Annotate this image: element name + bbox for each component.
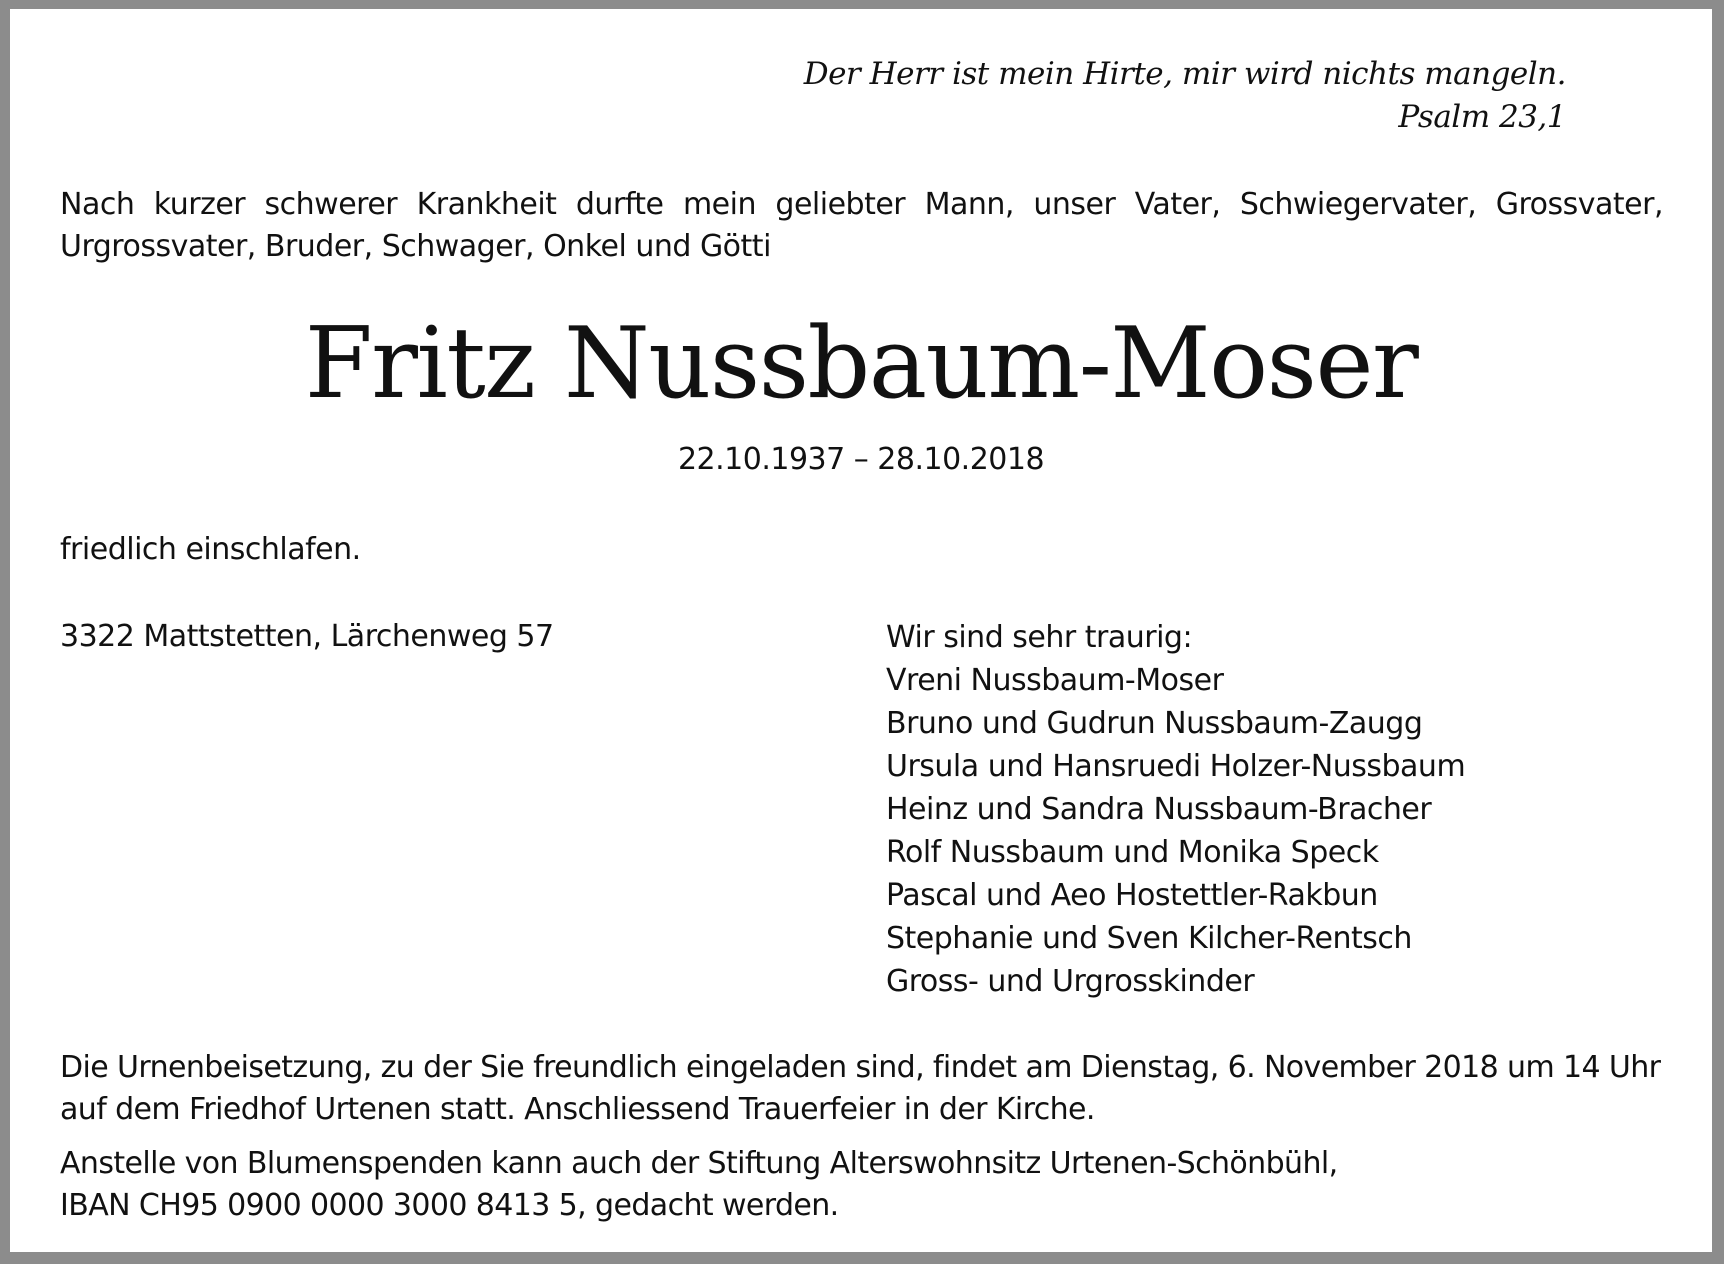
mourner-name: Stephanie und Sven Kilcher-Rentsch <box>886 921 1412 956</box>
donation-line: Anstelle von Blumenspenden kann auch der Stiftung Alterswohnsitz Urtenen-Schönbühl, <box>60 1146 1338 1181</box>
mourner-name: Ursula und Hansruedi Holzer-Nussbaum <box>886 749 1466 784</box>
mourner-name: Vreni Nussbaum-Moser <box>886 663 1224 698</box>
deceased-name: Fritz Nussbaum-Moser <box>304 307 1418 421</box>
mourner-name: Pascal und Aeo Hostettler-Rakbun <box>886 878 1378 913</box>
donation-info <box>60 1143 1670 1227</box>
verse-quote: Der Herr ist mein Hirte, mir wird nichts mangeln. <box>803 56 1566 92</box>
mourner-name: Bruno und Gudrun Nussbaum-Zaugg <box>886 706 1423 741</box>
ceremony-info: Die Urnenbeisetzung, zu der Sie freundlich eingeladen sind, findet am Dienstag, 6. November 2018 um 14 Uhr auf dem Friedhof Urtenen statt. Anschliessend Trauerfeier in der Kirche. <box>60 1050 1661 1127</box>
donation-iban-line: IBAN CH95 0900 0000 3000 8413 5, gedacht werden. <box>60 1188 839 1223</box>
closing-phrase: friedlich einschlafen. <box>60 532 361 567</box>
mourners-list <box>886 616 1465 1003</box>
family-address: 3322 Mattstetten, Lärchenweg 57 <box>60 619 554 654</box>
intro-text: Nach kurzer schwerer Krankheit durfte mein geliebter Mann, unser Vater, Schwiegervater, Grossvater, Urgrossvater, Bruder, Schwager, Onkel und Götti <box>60 187 1663 264</box>
mourner-name: Rolf Nussbaum und Monika Speck <box>886 835 1379 870</box>
verse-source: Psalm 23,1 <box>1398 99 1566 135</box>
life-dates: 22.10.1937 – 28.10.2018 <box>677 442 1045 477</box>
mourners-heading: Wir sind sehr traurig: <box>886 620 1193 655</box>
bible-verse <box>804 53 1566 139</box>
obituary-notice <box>10 9 1712 1252</box>
mourner-name: Heinz und Sandra Nussbaum-Bracher <box>886 792 1432 827</box>
mourner-name: Gross- und Urgrosskinder <box>886 964 1255 999</box>
